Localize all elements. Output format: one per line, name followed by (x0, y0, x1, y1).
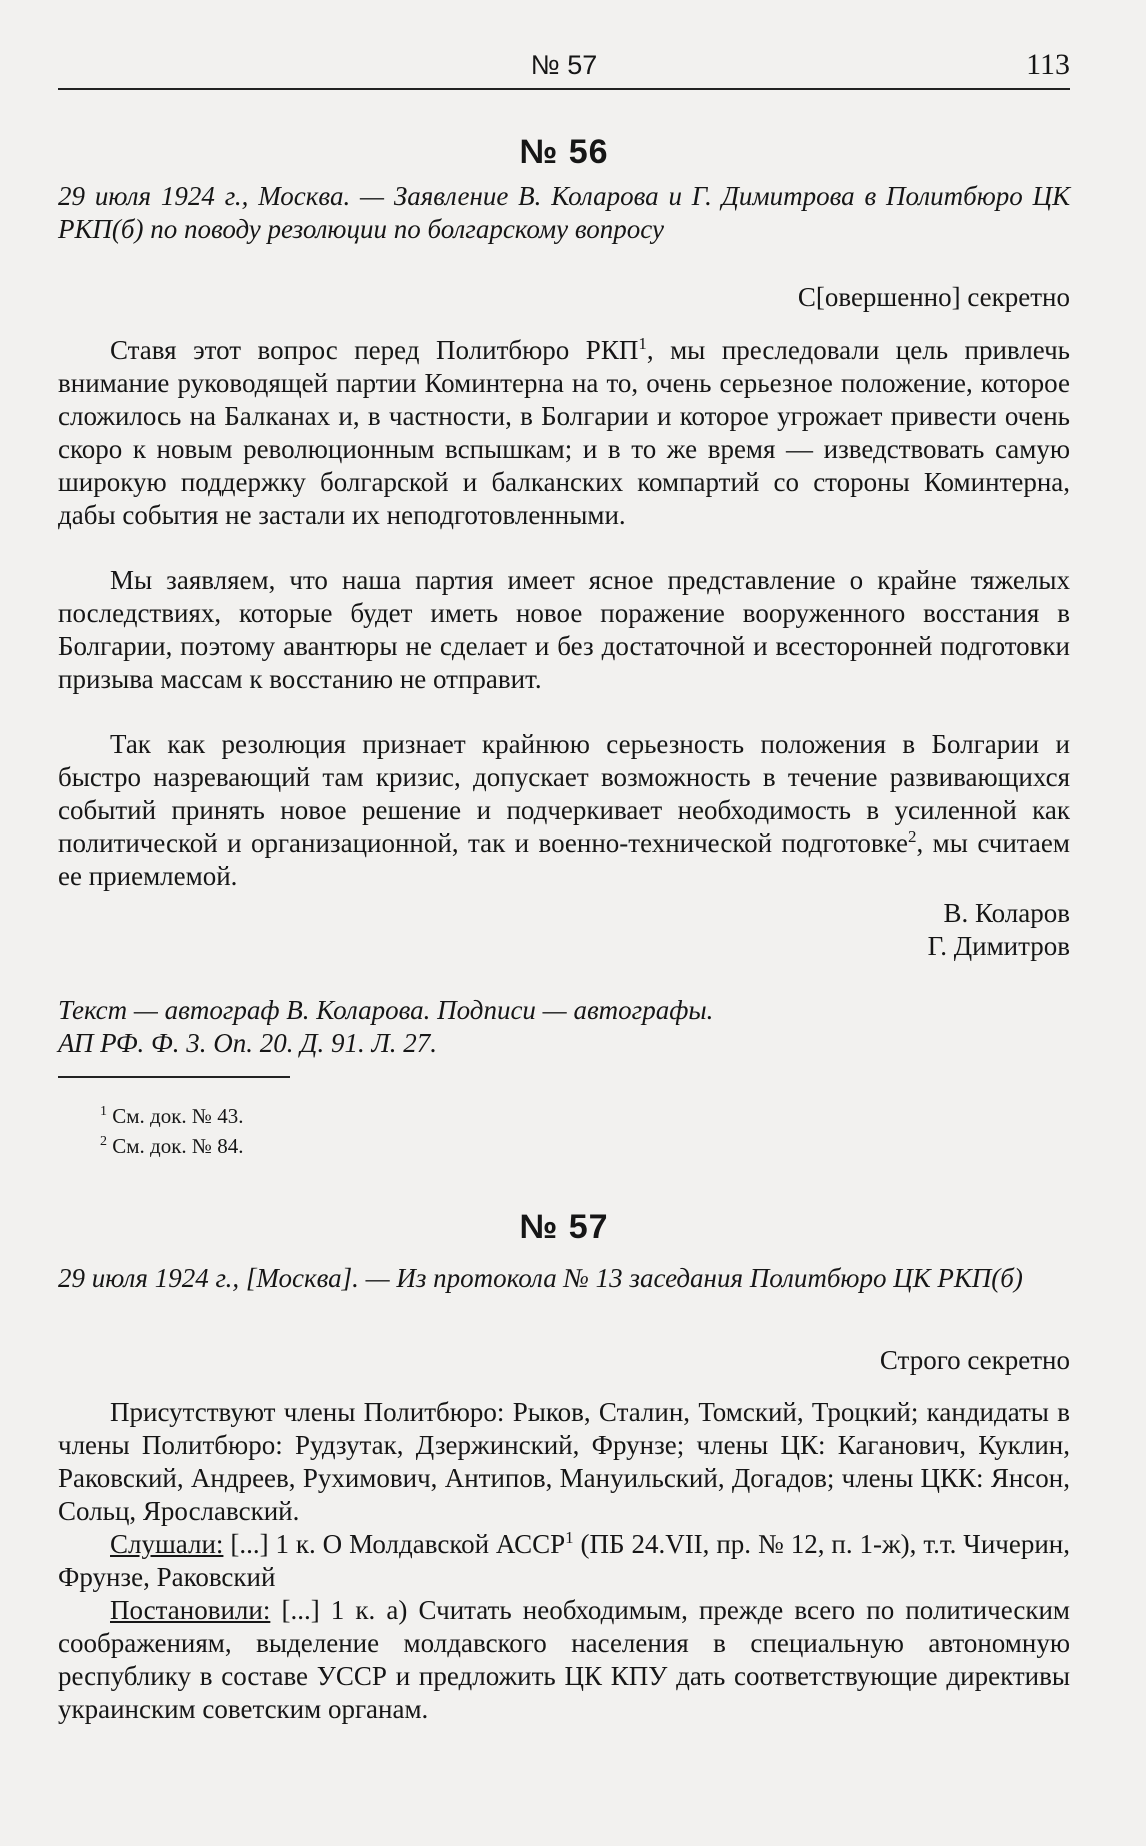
footnote-1-mark: 1 (100, 1104, 107, 1119)
doc56-paragraph-2: Мы заявляем, что наша партия имеет ясное представление о крайне тяжелых последствиях, которые будет иметь новое поражение вооруженного восстания в Болгарии, поэтому авантюры не сделает и без достаточной и всесторонней подготовки призыва массам к восстанию не отправит. (58, 565, 1070, 694)
resolved-label: Постановили: (110, 1595, 271, 1625)
doc57-resolved (58, 1594, 1070, 1726)
footnote-ref-1b: 1 (565, 1528, 574, 1547)
heard-label: Слушали: (110, 1529, 224, 1559)
doc57-heading: 29 июля 1924 г., [Москва]. — Из протокола № 13 заседания Политбюро ЦК РКП(б) (58, 1263, 1023, 1293)
footnote-divider (58, 1076, 290, 1078)
doc56-p3-text-b: , мы считаем ее приемлемой. (58, 828, 1070, 891)
doc56-number: № 56 (519, 133, 609, 171)
doc56-classification: С[овершенно] секретно (797, 282, 1070, 312)
doc56-paragraph-3 (58, 728, 1070, 893)
doc56-p3-text-a: Так как резолюция признает крайнюю серьезность положения в Болгарии и быстро назревающий там кризис, допускает возможность в течение развивающихся событий принять новое решение и подчеркивает необходимость в усиленной как политической и организационной, так и военно-технической подготовке (58, 729, 1070, 858)
doc56-heading: 29 июля 1924 г., Москва. — Заявление В. Коларова и Г. Димитрова в Политбюро ЦК РКП(б) по поводу резолюции по болгарскому вопросу (58, 181, 1070, 244)
doc56-p1-text-b: , мы преследовали цель привлечь внимание руководящей партии Коминтерна на то, очень серьезное положение, которое сложилось на Балканах и, в частности, в Болгарии и которое угрожает привести очень скоро к новым революционным вспышкам; и в то же время — изведствовать самую широкую поддержку болгарской и балканских компартий со стороны Коминтерна, дабы события не застали их неподготовленными. (58, 335, 1070, 530)
signature-kolarov: В. Коларов (943, 898, 1070, 928)
signature-dimitrov: Г. Димитров (927, 931, 1070, 961)
heard-text-b: (ПБ 24.VII, пр. № 12, п. 1-ж), т.т. Чичерин, Фрунзе, Раковский (58, 1529, 1070, 1592)
footnote-ref-2: 2 (908, 827, 917, 846)
footnote-ref-1: 1 (638, 334, 647, 353)
footnote-1-text: См. док. № 43. (112, 1104, 244, 1128)
doc57-classification: Строго секретно (879, 1345, 1070, 1375)
doc57-attendees: Присутствуют члены Политбюро: Рыков, Сталин, Томский, Троцкий; кандидаты в члены Политбюро: Рудзутак, Дзержинский, Фрунзе; члены ЦК: Каганович, Куклин, Раковский, Андреев, Рухимович, Антипов, Мануильский, Догадов; члены ЦКК: Янсон, Сольц, Ярославский. (58, 1397, 1070, 1526)
doc57-number: № 57 (519, 1208, 609, 1246)
footnote-1 (100, 1104, 243, 1129)
footnote-2-text: См. док. № 84. (112, 1134, 244, 1158)
doc56-archive-reference: АП РФ. Ф. 3. Оп. 20. Д. 91. Л. 27. (58, 1028, 437, 1058)
doc56-p1-text-a: Ставя этот вопрос перед Политбюро РКП (110, 335, 639, 365)
page-number: 113 (1026, 48, 1070, 81)
resolved-text: [...] 1 к. а) Считать необходимым, прежде всего по политическим соображениям, выделение молдавского населения в специальную автономную республику в составе УССР и предложить ЦК КПУ дать соответствующие директивы украинским советским органам. (58, 1595, 1070, 1724)
footnote-2-mark: 2 (100, 1134, 107, 1149)
doc57-heard (58, 1528, 1070, 1594)
heard-text-a: [...] 1 к. О Молдавской АССР (223, 1529, 566, 1559)
doc56-paragraph-1 (58, 334, 1070, 532)
footnote-2 (100, 1134, 243, 1159)
doc56-source-note: Текст — автограф В. Коларова. Подписи — автографы. (58, 995, 714, 1025)
running-header-doc-number: № 57 (530, 50, 598, 80)
running-header (58, 48, 1070, 90)
